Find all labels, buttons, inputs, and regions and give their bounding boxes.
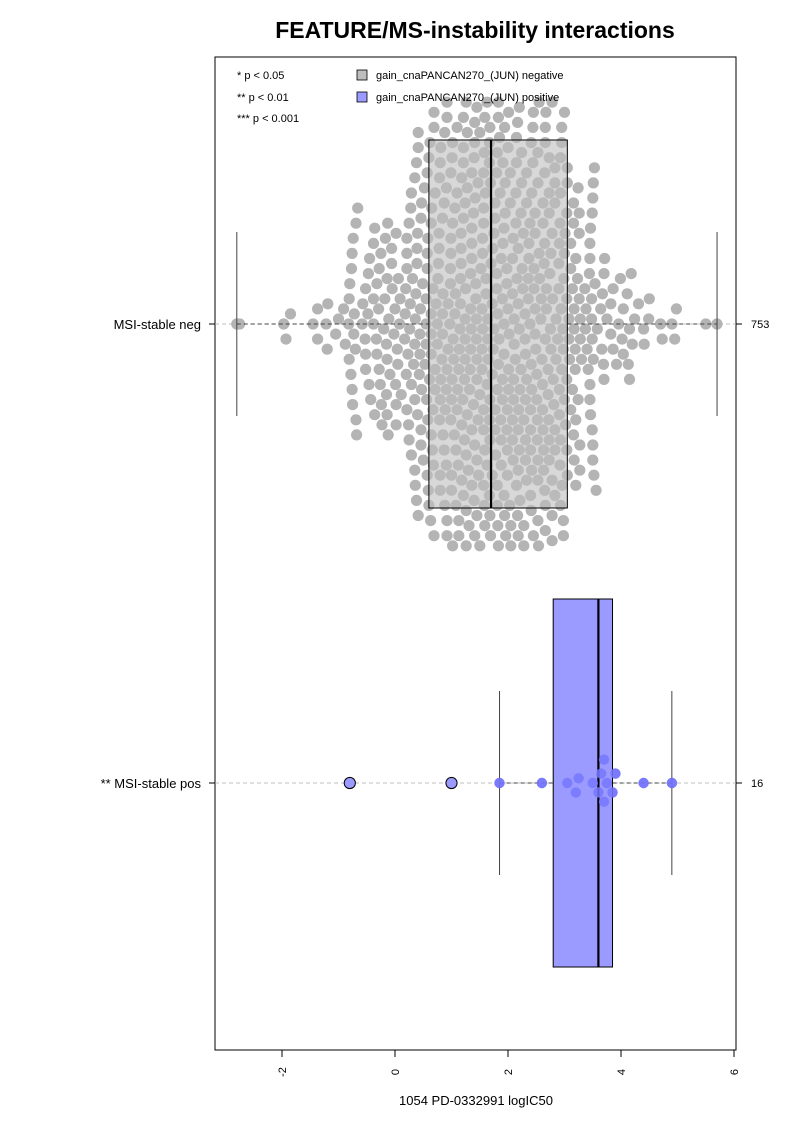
- data-point: [403, 419, 414, 430]
- data-point: [599, 754, 609, 764]
- group-count-0: 753: [751, 319, 770, 331]
- data-point: [378, 323, 389, 334]
- data-point: [330, 329, 341, 340]
- data-point: [599, 253, 610, 264]
- x-tick-label: 2: [503, 1068, 515, 1076]
- data-point: [364, 253, 375, 264]
- data-point: [528, 107, 539, 118]
- data-point: [414, 349, 425, 360]
- data-point: [558, 515, 569, 526]
- data-point: [375, 379, 386, 390]
- data-point: [608, 283, 619, 294]
- data-point: [371, 278, 382, 289]
- data-point: [638, 323, 649, 334]
- data-point: [587, 208, 598, 219]
- data-point: [547, 510, 558, 521]
- data-point: [611, 359, 622, 370]
- data-point: [392, 344, 403, 355]
- data-point: [493, 112, 504, 123]
- data-point: [401, 263, 412, 274]
- data-point: [474, 540, 485, 551]
- legend-swatch-positive: [357, 92, 367, 102]
- data-point: [412, 228, 423, 239]
- data-point: [322, 298, 333, 309]
- data-point: [584, 238, 595, 249]
- data-point: [593, 787, 603, 797]
- data-point: [485, 530, 496, 541]
- data-point: [570, 480, 581, 491]
- data-point: [596, 344, 607, 355]
- data-point: [352, 203, 363, 214]
- data-point: [527, 122, 538, 133]
- data-point: [657, 334, 668, 345]
- data-point: [484, 510, 495, 521]
- data-point: [407, 273, 418, 284]
- data-point: [401, 369, 412, 380]
- data-point: [479, 520, 490, 531]
- data-point: [574, 465, 585, 476]
- data-point: [567, 283, 578, 294]
- data-point: [505, 540, 516, 551]
- data-point: [396, 389, 407, 400]
- data-point: [369, 409, 380, 420]
- data-point: [569, 303, 580, 314]
- data-point: [386, 243, 397, 254]
- data-point: [597, 288, 608, 299]
- data-point: [569, 455, 580, 466]
- data-point: [570, 414, 581, 425]
- data-point: [562, 778, 572, 788]
- data-point: [412, 409, 423, 420]
- data-point: [574, 228, 585, 239]
- data-point: [584, 394, 595, 405]
- data-point: [601, 313, 612, 324]
- data-point: [401, 233, 412, 244]
- sig-legend-2: ** p < 0.01: [237, 92, 289, 104]
- data-point: [540, 122, 551, 133]
- data-point: [416, 384, 427, 395]
- data-point: [413, 142, 424, 153]
- data-point: [409, 394, 420, 405]
- data-point: [533, 540, 544, 551]
- data-point: [618, 303, 629, 314]
- data-point: [417, 278, 428, 289]
- data-point: [411, 258, 422, 269]
- data-point: [357, 298, 368, 309]
- data-point: [428, 107, 439, 118]
- data-point: [404, 218, 415, 229]
- data-point: [415, 303, 426, 314]
- legend-swatch-negative: [357, 70, 367, 80]
- data-point: [608, 344, 619, 355]
- data-point: [537, 778, 547, 788]
- data-point: [409, 172, 420, 183]
- data-point: [469, 117, 480, 128]
- data-point: [610, 768, 620, 778]
- data-point: [587, 192, 598, 203]
- data-point: [518, 520, 529, 531]
- data-point: [492, 520, 503, 531]
- data-point: [425, 515, 436, 526]
- data-point: [360, 349, 371, 360]
- data-point: [558, 530, 569, 541]
- data-point: [381, 389, 392, 400]
- data-point: [351, 429, 362, 440]
- box: [429, 140, 567, 508]
- group-label-0: MSI-stable neg: [113, 317, 201, 332]
- data-point: [595, 303, 606, 314]
- data-point: [376, 419, 387, 430]
- data-point: [592, 323, 603, 334]
- data-point: [572, 273, 583, 284]
- data-point: [414, 369, 425, 380]
- data-point: [602, 778, 612, 788]
- data-point: [391, 228, 402, 239]
- legend-label-positive: gain_cnaPANCAN270_(JUN) positive: [376, 92, 560, 104]
- data-point: [390, 379, 401, 390]
- data-point: [322, 344, 333, 355]
- data-point: [584, 268, 595, 279]
- data-point: [573, 773, 583, 783]
- data-point: [584, 253, 595, 264]
- data-point: [586, 293, 597, 304]
- data-point: [540, 107, 551, 118]
- data-point: [360, 283, 371, 294]
- data-point: [416, 197, 427, 208]
- x-tick-label: 6: [729, 1068, 741, 1076]
- data-point: [312, 334, 323, 345]
- data-point: [374, 263, 385, 274]
- box-layer: [215, 140, 736, 967]
- data-point: [347, 248, 358, 259]
- data-point: [512, 510, 523, 521]
- data-point: [368, 238, 379, 249]
- data-point: [588, 778, 598, 788]
- data-point: [579, 283, 590, 294]
- data-point: [575, 313, 586, 324]
- data-point: [584, 379, 595, 390]
- data-point: [346, 263, 357, 274]
- data-point: [629, 313, 640, 324]
- data-point: [494, 778, 504, 788]
- data-point: [547, 535, 558, 546]
- data-point: [574, 208, 585, 219]
- data-point: [615, 273, 626, 284]
- data-point: [413, 127, 424, 138]
- data-point: [598, 359, 609, 370]
- data-point: [411, 157, 422, 168]
- data-point: [633, 298, 644, 309]
- data-point: [380, 233, 391, 244]
- data-point: [345, 369, 356, 380]
- sig-legend-3: *** p < 0.001: [237, 113, 300, 125]
- data-point: [567, 384, 578, 395]
- data-point: [463, 520, 474, 531]
- data-point: [391, 419, 402, 430]
- data-point: [376, 399, 387, 410]
- data-point: [599, 797, 609, 807]
- data-point: [406, 449, 417, 460]
- data-point: [596, 768, 606, 778]
- data-point: [585, 223, 596, 234]
- data-point: [375, 248, 386, 259]
- data-point: [669, 334, 680, 345]
- data-point: [639, 339, 650, 350]
- data-point: [605, 329, 616, 340]
- data-point: [383, 313, 394, 324]
- data-point: [512, 117, 523, 128]
- data-point: [617, 334, 628, 345]
- x-tick-label: 4: [616, 1068, 628, 1076]
- data-point: [312, 303, 323, 314]
- data-point: [598, 268, 609, 279]
- data-point: [371, 334, 382, 345]
- data-point: [384, 369, 395, 380]
- data-point: [453, 530, 464, 541]
- data-point: [583, 364, 594, 375]
- data-point: [453, 515, 464, 526]
- data-point: [587, 424, 598, 435]
- data-point: [406, 187, 417, 198]
- outlier-point: [446, 777, 457, 788]
- data-point: [499, 122, 510, 133]
- data-point: [587, 439, 598, 450]
- data-point: [643, 313, 654, 324]
- data-point: [414, 329, 425, 340]
- data-point: [518, 540, 529, 551]
- data-point: [568, 197, 579, 208]
- data-point: [591, 485, 602, 496]
- legend-label-negative: gain_cnaPANCAN270_(JUN) negative: [376, 70, 564, 82]
- data-point: [401, 248, 412, 259]
- data-point: [360, 334, 371, 345]
- data-point: [418, 455, 429, 466]
- data-point: [350, 344, 361, 355]
- data-point: [439, 127, 450, 138]
- data-point: [556, 122, 567, 133]
- data-point: [458, 112, 469, 123]
- data-point: [404, 323, 415, 334]
- data-point: [428, 530, 439, 541]
- data-point: [484, 122, 495, 133]
- data-point: [479, 112, 490, 123]
- data-point: [371, 349, 382, 360]
- data-point: [626, 268, 637, 279]
- data-point: [347, 384, 358, 395]
- data-point: [410, 313, 421, 324]
- data-point: [474, 127, 485, 138]
- data-point: [400, 308, 411, 319]
- data-point: [574, 293, 585, 304]
- data-point: [419, 182, 430, 193]
- data-point: [607, 787, 617, 797]
- data-point: [627, 339, 638, 350]
- data-point: [374, 364, 385, 375]
- data-point: [363, 379, 374, 390]
- data-point: [401, 404, 412, 415]
- data-point: [415, 439, 426, 450]
- data-point: [406, 379, 417, 390]
- data-point: [349, 308, 360, 319]
- data-point: [280, 334, 291, 345]
- data-point: [573, 182, 584, 193]
- data-point: [405, 203, 416, 214]
- data-point: [505, 520, 516, 531]
- data-point: [528, 530, 539, 541]
- group-label-1: ** MSI-stable pos: [100, 776, 201, 791]
- data-point: [441, 530, 452, 541]
- data-point: [575, 334, 586, 345]
- data-point: [404, 434, 415, 445]
- data-point: [382, 218, 393, 229]
- data-point: [574, 439, 585, 450]
- data-point: [568, 429, 579, 440]
- data-point: [503, 107, 514, 118]
- data-point: [441, 112, 452, 123]
- data-point: [395, 293, 406, 304]
- data-point: [624, 374, 635, 385]
- sig-legend-1: * p < 0.05: [237, 70, 285, 82]
- data-point: [499, 510, 510, 521]
- data-point: [285, 308, 296, 319]
- data-point: [369, 223, 380, 234]
- data-point: [415, 213, 426, 224]
- data-point: [410, 480, 421, 491]
- data-point: [469, 530, 480, 541]
- x-tick-label: 0: [390, 1068, 402, 1076]
- data-point: [462, 127, 473, 138]
- data-point: [382, 409, 393, 420]
- data-point: [383, 429, 394, 440]
- x-axis: [277, 1050, 741, 1077]
- data-point: [576, 354, 587, 365]
- data-point: [347, 399, 358, 410]
- outlier-point: [344, 777, 355, 788]
- data-point: [500, 530, 511, 541]
- data-point: [623, 359, 634, 370]
- data-point: [405, 298, 416, 309]
- data-point: [387, 283, 398, 294]
- x-axis-label: 1054 PD-0332991 logIC50: [399, 1093, 553, 1108]
- data-point: [471, 510, 482, 521]
- data-point: [338, 303, 349, 314]
- data-point: [340, 339, 351, 350]
- data-point: [386, 258, 397, 269]
- data-point: [365, 394, 376, 405]
- data-point: [461, 540, 472, 551]
- chart-title: FEATURE/MS-instability interactions: [275, 17, 675, 43]
- data-point: [588, 354, 599, 365]
- data-point: [379, 293, 390, 304]
- data-point: [382, 354, 393, 365]
- data-point: [348, 329, 359, 340]
- data-point: [392, 359, 403, 370]
- data-point: [569, 323, 580, 334]
- data-point: [570, 253, 581, 264]
- data-point: [452, 122, 463, 133]
- data-point: [447, 540, 458, 551]
- data-point: [589, 162, 600, 173]
- data-point: [441, 515, 452, 526]
- data-point: [605, 298, 616, 309]
- data-point: [409, 465, 420, 476]
- data-point: [411, 495, 422, 506]
- data-point: [513, 530, 524, 541]
- data-point: [363, 268, 374, 279]
- data-point: [587, 455, 598, 466]
- x-tick-label: -2: [277, 1067, 289, 1077]
- data-point: [638, 778, 648, 788]
- data-point: [348, 233, 359, 244]
- data-point: [580, 323, 591, 334]
- data-point: [410, 288, 421, 299]
- data-point: [588, 470, 599, 481]
- data-point: [586, 313, 597, 324]
- data-point: [373, 303, 384, 314]
- data-point: [381, 339, 392, 350]
- data-point: [368, 293, 379, 304]
- data-point: [580, 303, 591, 314]
- data-point: [428, 122, 439, 133]
- data-point: [344, 293, 355, 304]
- data-point: [559, 107, 570, 118]
- data-point: [360, 364, 371, 375]
- data-point: [589, 278, 600, 289]
- data-point: [388, 329, 399, 340]
- data-point: [389, 303, 400, 314]
- data-point: [350, 218, 361, 229]
- data-point: [588, 177, 599, 188]
- data-point: [344, 354, 355, 365]
- data-point: [540, 525, 551, 536]
- data-point: [598, 374, 609, 385]
- data-point: [644, 293, 655, 304]
- data-point: [402, 349, 413, 360]
- group-count-1: 16: [751, 778, 764, 790]
- data-point: [362, 308, 373, 319]
- data-point: [493, 540, 504, 551]
- data-point: [391, 399, 402, 410]
- data-point: [411, 243, 422, 254]
- data-point: [667, 778, 677, 788]
- data-point: [570, 344, 581, 355]
- data-point: [587, 334, 598, 345]
- data-point: [333, 313, 344, 324]
- data-point: [393, 273, 404, 284]
- data-point: [585, 409, 596, 420]
- data-point: [400, 283, 411, 294]
- data-point: [413, 510, 424, 521]
- data-point: [568, 218, 579, 229]
- data-point: [409, 339, 420, 350]
- data-point: [350, 414, 361, 425]
- data-point: [582, 344, 593, 355]
- data-point: [573, 394, 584, 405]
- data-point: [622, 288, 633, 299]
- data-point: [415, 424, 426, 435]
- data-point: [571, 787, 581, 797]
- data-point: [618, 349, 629, 360]
- data-point: [671, 303, 682, 314]
- data-point: [382, 273, 393, 284]
- data-point: [408, 359, 419, 370]
- data-point: [399, 334, 410, 345]
- data-point: [532, 515, 543, 526]
- data-point: [570, 364, 581, 375]
- data-point: [344, 278, 355, 289]
- data-point: [624, 323, 635, 334]
